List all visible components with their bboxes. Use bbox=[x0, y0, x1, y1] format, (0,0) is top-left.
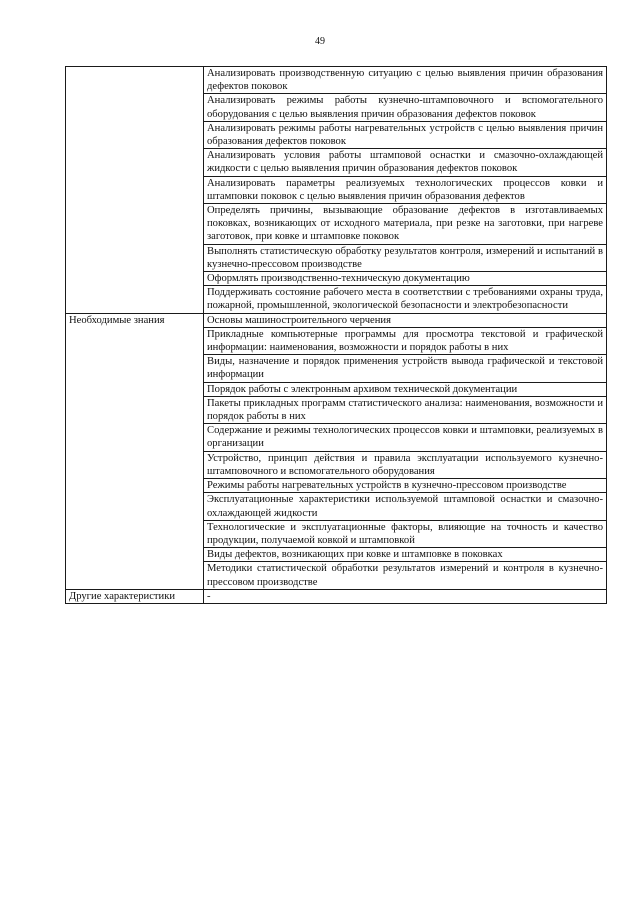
table-row bbox=[66, 589, 607, 603]
section-label bbox=[66, 67, 204, 314]
requirement-item: Режимы работы нагревательных устройств в кузнечно-прессовом производстве bbox=[204, 479, 607, 493]
competency-table bbox=[65, 66, 607, 604]
requirement-item: Технологические и эксплуатационные факторы, влияющие на точность и качество продукции, получаемой ковкой и штамповкой bbox=[204, 520, 607, 547]
requirement-item: Основы машиностроительного черчения bbox=[204, 313, 607, 327]
section-label: Необходимые знания bbox=[66, 313, 204, 589]
requirement-item: Виды дефектов, возникающих при ковке и штамповке в поковках bbox=[204, 548, 607, 562]
requirement-item: Анализировать производственную ситуацию с целью выявления причин образования дефектов поковок bbox=[204, 67, 607, 94]
requirement-item: - bbox=[204, 589, 607, 603]
requirement-item: Выполнять статистическую обработку результатов контроля, измерений и испытаний в кузнечно-прессовом производстве bbox=[204, 244, 607, 271]
requirement-item: Содержание и режимы технологических процессов ковки и штамповки, реализуемых в организации bbox=[204, 424, 607, 451]
requirement-item: Методики статистической обработки результатов измерений и контроля в кузнечно-прессовом производстве bbox=[204, 562, 607, 589]
section-label: Другие характеристики bbox=[66, 589, 204, 603]
requirement-item: Анализировать режимы работы нагревательных устройств с целью выявления причин образования дефектов поковок bbox=[204, 121, 607, 148]
requirement-item: Анализировать параметры реализуемых технологических процессов ковки и штамповки поковок с целью выявления причин образования дефектов bbox=[204, 176, 607, 203]
requirement-item: Оформлять производственно-техническую документацию bbox=[204, 272, 607, 286]
table-row bbox=[66, 313, 607, 327]
requirement-item: Пакеты прикладных программ статистического анализа: наименования, возможности и порядок работы в них bbox=[204, 396, 607, 423]
page-number: 49 bbox=[315, 36, 325, 47]
requirement-item: Устройство, принцип действия и правила эксплуатации используемого кузнечно-штамповочного и вспомогательного оборудования bbox=[204, 451, 607, 478]
requirement-item: Анализировать режимы работы кузнечно-штамповочного и вспомогательного оборудования с целью выявления причин образования дефектов поковок bbox=[204, 94, 607, 121]
requirement-item: Поддерживать состояние рабочего места в соответствии с требованиями охраны труда, пожарной, промышленной, экологической безопасности и электробезопасности bbox=[204, 286, 607, 313]
requirement-item: Определять причины, вызывающие образование дефектов в изготавливаемых поковках, возникающих от исходного материала, при резке на заготовки, при нагреве заготовок, при ковке и штамповке поковок bbox=[204, 204, 607, 245]
table-body bbox=[66, 67, 607, 604]
table-row bbox=[66, 67, 607, 94]
requirement-item: Прикладные компьютерные программы для просмотра текстовой и графической информации: наименования, возможности и порядок работы в них bbox=[204, 327, 607, 354]
requirement-item: Эксплуатационные характеристики используемой штамповой оснастки и смазочно-охлаждающей жидкости bbox=[204, 493, 607, 520]
requirement-item: Порядок работы с электронным архивом технической документации bbox=[204, 382, 607, 396]
requirement-item: Виды, назначение и порядок применения устройств вывода графической и текстовой информации bbox=[204, 355, 607, 382]
requirement-item: Анализировать условия работы штамповой оснастки и смазочно-охлаждающей жидкости с целью выявления причин образования дефектов поковок bbox=[204, 149, 607, 176]
